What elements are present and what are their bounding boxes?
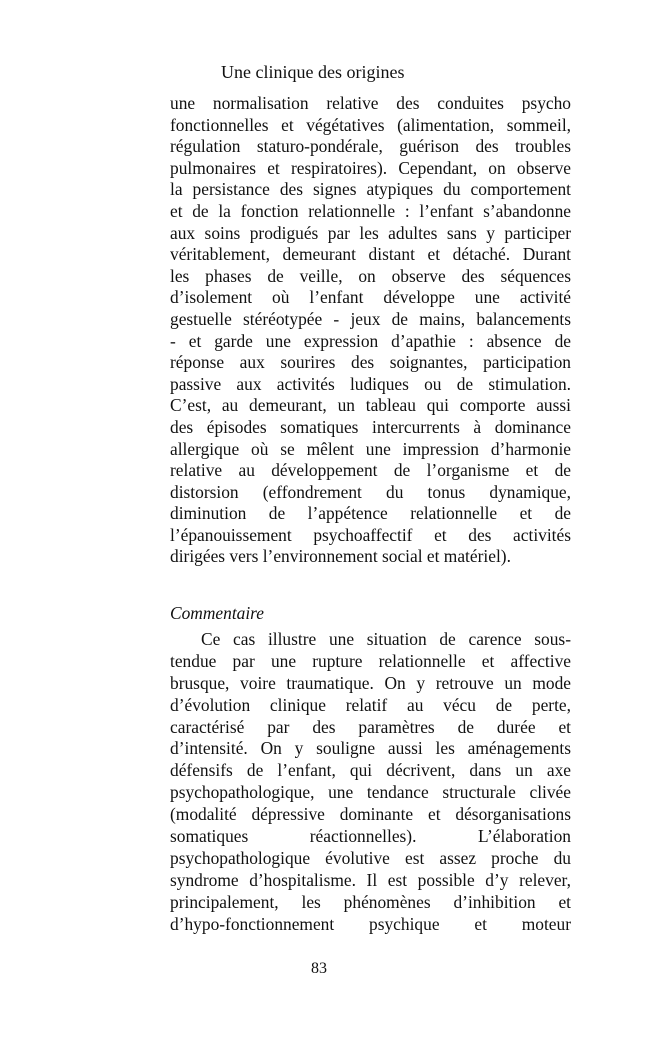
text-line: régulation staturo-pondérale, guérison des troubles: [170, 136, 571, 157]
text-line: diminution de l’appétence relationnelle et de: [170, 503, 571, 524]
section-heading: Commentaire: [170, 603, 265, 623]
text-line: syndrome d’hospitalisme. Il est possible d’y relever,: [170, 869, 571, 890]
text-line: l’épanouissement psychoaffectif et des activités: [170, 524, 571, 545]
body-paragraph-2: [170, 629, 571, 935]
text-line: aux soins prodigués par les adultes sans y participer: [170, 222, 571, 243]
text-line: Ce cas illustre une situation de carence sous-: [201, 629, 571, 649]
text-line: brusque, voire traumatique. On y retrouve un mode: [170, 672, 571, 693]
text-line: C’est, au demeurant, un tableau qui comporte aussi: [170, 395, 571, 416]
text-line: d’évolution clinique relatif au vécu de perte,: [170, 694, 571, 715]
text-line: défensifs de l’enfant, qui décrivent, dans un axe: [170, 760, 571, 781]
text-line: et de la fonction relationnelle : l’enfant s’abandonne: [170, 200, 571, 221]
text-line: véritablement, demeurant distant et détaché. Durant: [170, 244, 571, 265]
text-line: caractérisé par des paramètres de durée et: [170, 716, 571, 737]
text-line: d’hypo-fonctionnement psychique et moteur: [170, 913, 571, 934]
text-line: dirigées vers l’environnement social et matériel).: [170, 546, 511, 567]
text-line: distorsion (effondrement du tonus dynamique,: [170, 481, 571, 502]
text-line: relative au développement de l’organisme et de: [170, 460, 571, 481]
text-line: des épisodes somatiques intercurrents à dominance: [170, 416, 571, 437]
text-line: d’intensité. On y souligne aussi les aménagements: [170, 738, 571, 759]
text-line: pulmonaires et respiratoires). Cependant, on observe: [170, 157, 571, 178]
page-number: 83: [311, 960, 327, 977]
text-line: fonctionnelles et végétatives (alimentation, sommeil,: [170, 114, 571, 135]
text-line: passive aux activités ludiques ou de stimulation.: [170, 373, 571, 394]
text-line: - et garde une expression d’apathie : absence de: [170, 330, 571, 351]
text-line: somatiques réactionnelles). L’élaboration: [170, 826, 571, 847]
text-line: tendue par une rupture relationnelle et affective: [170, 650, 571, 671]
text-line: psychopathologique, une tendance structurale clivée: [170, 782, 571, 803]
body-paragraph-1: [170, 93, 571, 568]
running-header: Une clinique des origines: [221, 62, 405, 82]
text-line: gestuelle stéréotypée - jeux de mains, balancements: [170, 308, 571, 329]
text-line: réponse aux sourires des soignantes, participation: [170, 352, 571, 373]
text-line: principalement, les phénomènes d’inhibition et: [170, 891, 571, 912]
text-line: la persistance des signes atypiques du comportement: [170, 179, 571, 200]
text-line: (modalité dépressive dominante et désorganisations: [170, 804, 571, 825]
text-line: les phases de veille, on observe des séquences: [170, 265, 571, 286]
text-line: allergique où se mêlent une impression d’harmonie: [170, 438, 571, 459]
text-line: psychopathologique évolutive est assez proche du: [170, 847, 571, 868]
text-line: une normalisation relative des conduites psycho: [170, 93, 571, 113]
text-line: d’isolement où l’enfant développe une activité: [170, 287, 571, 308]
